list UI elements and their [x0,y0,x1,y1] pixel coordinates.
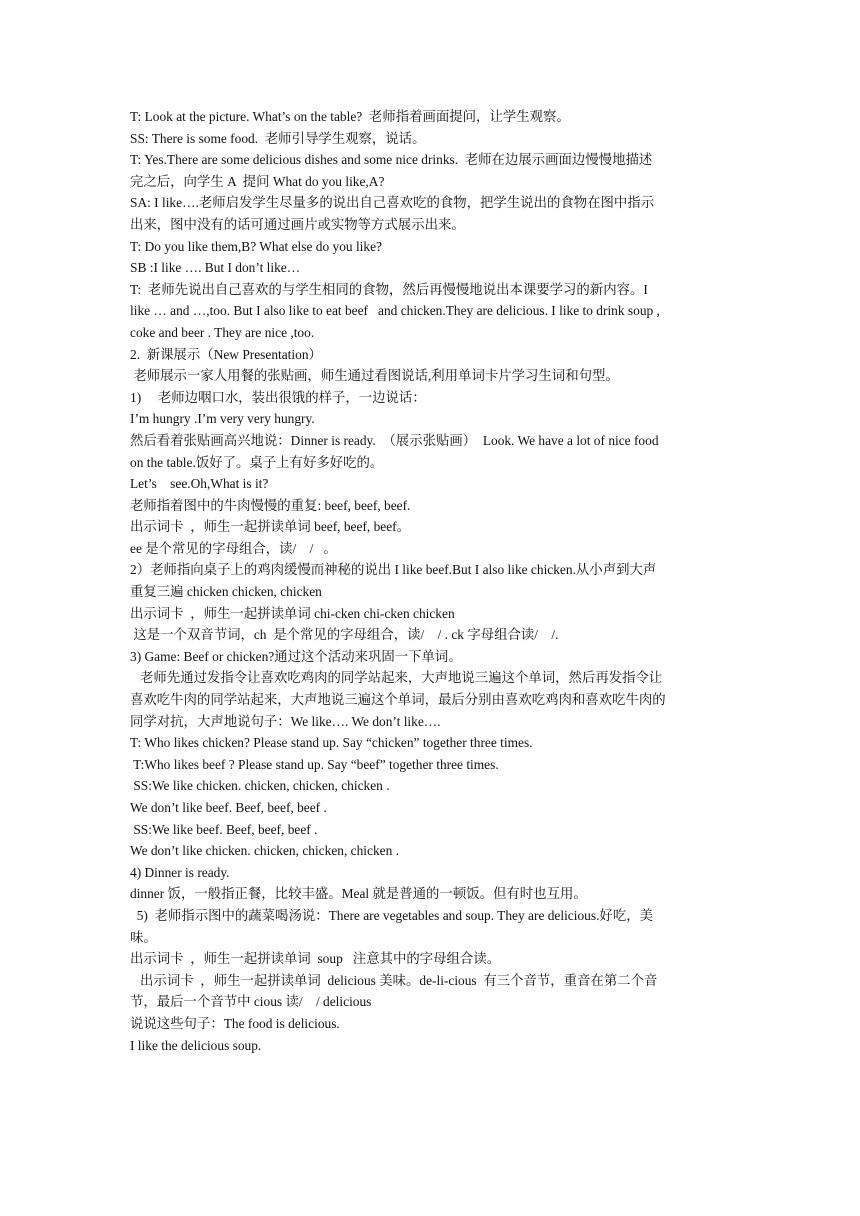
text-line: 5) 老师指示图中的蔬菜喝汤说：There are vegetables and soup. They are delicious.好吃，美 [130,907,653,923]
text-line: SS:We like beef. Beef, beef, beef . [130,821,318,837]
text-line: 说说这些句子：The food is delicious. [130,1015,340,1031]
text-line: T: Look at the picture. What’s on the table? 老师指着画面提问，让学生观察。 [130,109,570,124]
text-line: 出示词卡 ，师生一起拼读单词 beef, beef, beef。 [130,519,411,535]
text-line: 2）老师指向桌子上的鸡肉缓慢而神秘的说出 I like beef.But I also like chicken.从小声到大声 [130,562,657,578]
text-line: 3) Game: Beef or chicken?通过这个活动来巩固一下单词。 [130,648,462,664]
text-line: 完之后，向学生 A 提问 What do you like,A? [130,173,385,189]
text-line: We don’t like chicken. chicken, chicken, chicken . [130,843,399,859]
text-line: 出示词卡 ，师生一起拼读单词 chi-cken chi-cken chicken [130,605,455,621]
text-line: Let’s see.Oh,What is it? [130,476,269,492]
text-line: on the table.饭好了。桌子上有好多好吃的。 [130,454,384,470]
text-line: SS:We like chicken. chicken, chicken, chicken . [130,778,390,794]
text-line: T: Do you like them,B? What else do you like? [130,238,382,254]
text-line: T: Who likes chicken? Please stand up. Say “chicken” together three times. [130,735,533,751]
text-line: 老师展示一家人用餐的张贴画，师生通过看图说话,利用单词卡片学习生词和句型。 [130,368,619,384]
text-line: 节，最后一个音节中 cious 读/ / delicious [130,994,372,1010]
text-line: coke and beer . They are nice ,too. [130,324,315,340]
text-line: T:Who likes beef ? Please stand up. Say “beef” together three times. [130,756,499,772]
text-line: 出示词卡 ，师生一起拼读单词 delicious 美味。de-li-cious 有三个音节，重音在第二个音 [130,972,658,988]
text-line: dinner 饭，一般指正餐，比较丰盛。Meal 就是普通的一顿饭。但有时也互用。 [130,886,587,902]
text-line: I’m hungry .I’m very very hungry. [130,411,315,427]
text-line: 1) 老师边咽口水，装出很饿的样子，一边说话： [130,389,426,405]
text-line: T: 老师先说出自己喜欢的与学生相同的食物，然后再慢慢地说出本课要学习的新内容。I [130,281,648,297]
text-line: ee 是个常见的字母组合，读/ / 。 [130,540,337,556]
text-line: like … and …,too. But I also like to eat beef and chicken.They are delicious. I like to drink soup , [130,303,660,319]
text-line: T: Yes.There are some delicious dishes and some nice drinks. 老师在边展示画面边慢慢地描述 [130,152,653,168]
text-line: 然后看着张贴画高兴地说：Dinner is ready. （展示张贴画） Look. We have a lot of nice food [130,432,659,448]
text-line: 出来，图中没有的话可通过画片或实物等方式展示出来。 [130,216,465,232]
section-heading: 2. 新课展示（New Presentation） [130,346,322,362]
text-line: 重复三遍 chicken chicken, chicken [130,584,322,600]
text-line: 老师指着图中的牛肉慢慢的重复: beef, beef, beef. [130,497,411,513]
text-line: 同学对抗，大声地说句子：We like…. We don’t like…. [130,713,441,729]
text-line: SB :I like …. But I don’t like… [130,260,301,276]
text-line: 喜欢吃牛肉的同学站起来，大声地说三遍这个单词，最后分别由喜欢吃鸡肉和喜欢吃牛肉的 [130,692,666,708]
text-line: 味。 [130,929,157,945]
text-line: 出示词卡 ，师生一起拼读单词 soup 注意其中的字母组合读。 [130,951,501,967]
text-line: 这是一个双音节词，ch 是个常见的字母组合，读/ / . ck 字母组合读/ /. [130,627,559,643]
text-line: 4) Dinner is ready. [130,864,230,880]
lesson-plan-document [130,106,738,1056]
text-line: SS: There is some food. 老师引导学生观察，说话。 [130,130,426,146]
text-line: I like the delicious soup. [130,1037,262,1053]
text-line: We don’t like beef. Beef, beef, beef . [130,800,327,815]
text-line: 老师先通过发指令让喜欢吃鸡肉的同学站起来，大声地说三遍这个单词，然后再发指令让 [130,670,663,686]
text-line: SA: I like….老师启发学生尽量多的说出自己喜欢吃的食物，把学生说出的食物在图中指示 [130,195,655,211]
